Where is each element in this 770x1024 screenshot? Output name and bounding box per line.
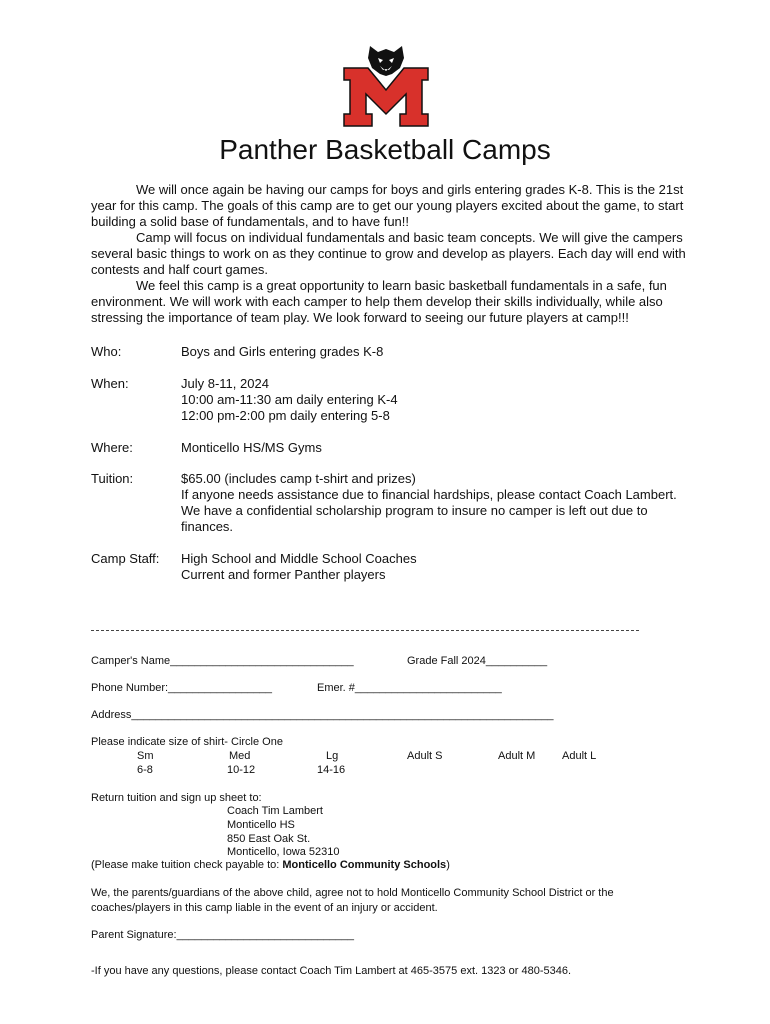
mail-address-line: Monticello, Iowa 52310 <box>227 846 340 858</box>
when-label: When: <box>91 376 129 391</box>
check-payable-note <box>91 859 450 871</box>
check-suffix: ) <box>446 859 450 871</box>
size-med: Med <box>229 750 251 762</box>
waiver-text: We, the parents/guardians of the above child, agree not to hold Monticello Community School District or the coaches/players in this camp liable in the event of an injury or accident. <box>91 887 614 914</box>
intro-paragraphs <box>91 182 691 326</box>
who-label: Who: <box>91 344 122 359</box>
tuition-label: Tuition: <box>91 471 134 486</box>
address-field: Address_____________________________________________________________________ <box>91 709 554 721</box>
mail-address-line: Monticello HS <box>227 819 295 831</box>
when-date: July 8-11, 2024 <box>181 376 269 391</box>
panther-head-icon <box>340 44 432 128</box>
check-prefix: (Please make tuition check payable to: <box>91 859 283 871</box>
where-label: Where: <box>91 440 133 455</box>
check-payee: Monticello Community Schools <box>282 859 447 871</box>
panther-logo <box>340 44 432 128</box>
staff-label: Camp Staff: <box>91 551 160 566</box>
parent-signature-field: Parent Signature:_____________________________ <box>91 929 355 941</box>
staff-line: High School and Middle School Coaches <box>181 551 417 566</box>
size-med-range: 10-12 <box>227 764 256 776</box>
size-lg: Lg <box>326 750 339 762</box>
intro-paragraph: Camp will focus on individual fundamentals and basic team concepts. We will give the campers several basic things to work on as they continue to grow and develop as players. Each day will end with contests and half court games. <box>91 230 686 277</box>
mail-address-line: Coach Tim Lambert <box>227 805 323 817</box>
size-lg-range: 14-16 <box>317 764 346 776</box>
size-adult-s: Adult S <box>407 750 443 762</box>
who-value: Boys and Girls entering grades K-8 <box>181 344 384 359</box>
emergency-field: Emer. #________________________ <box>317 682 502 694</box>
page-title: Panther Basketball Camps <box>219 134 551 165</box>
size-sm: Sm <box>137 750 154 762</box>
staff-line: Current and former Panther players <box>181 567 386 582</box>
mail-address-line: 850 East Oak St. <box>227 833 311 845</box>
camper-name-field: Camper's Name______________________________ <box>91 655 354 667</box>
phone-field: Phone Number:_________________ <box>91 682 273 694</box>
size-adult-l: Adult L <box>562 750 597 762</box>
cut-line-divider <box>91 630 639 631</box>
size-adult-m: Adult M <box>498 750 536 762</box>
tuition-assistance: If anyone needs assistance due to financial hardships, please contact Coach Lambert. We have a confidential scholarship program to insure no camper is left out due to finances. <box>181 487 677 534</box>
when-k4: 10:00 am-11:30 am daily entering K-4 <box>181 392 398 407</box>
tuition-amount: $65.00 (includes camp t-shirt and prizes) <box>181 471 416 486</box>
where-value: Monticello HS/MS Gyms <box>181 440 322 455</box>
questions-contact: -If you have any questions, please contact Coach Tim Lambert at 465-3575 ext. 1323 or 480-5346. <box>91 965 572 977</box>
grade-field: Grade Fall 2024__________ <box>407 655 548 667</box>
shirt-size-prompt: Please indicate size of shirt- Circle One <box>91 736 283 748</box>
when-58: 12:00 pm-2:00 pm daily entering 5-8 <box>181 408 390 423</box>
size-sm-range: 6-8 <box>137 764 153 776</box>
return-prompt: Return tuition and sign up sheet to: <box>91 792 262 804</box>
intro-paragraph: We will once again be having our camps for boys and girls entering grades K-8. This is the 21st year for this camp. The goals of this camp are to get our young players excited about the game, to start building a solid base of fundamentals, and to have fun!! <box>91 182 684 229</box>
intro-paragraph: We feel this camp is a great opportunity to learn basic basketball fundamentals in a safe, fun environment. We will work with each camper to help them develop their skills individually, while also stressing the importance of team play. We look forward to seeing our future players at camp!!! <box>91 278 667 325</box>
